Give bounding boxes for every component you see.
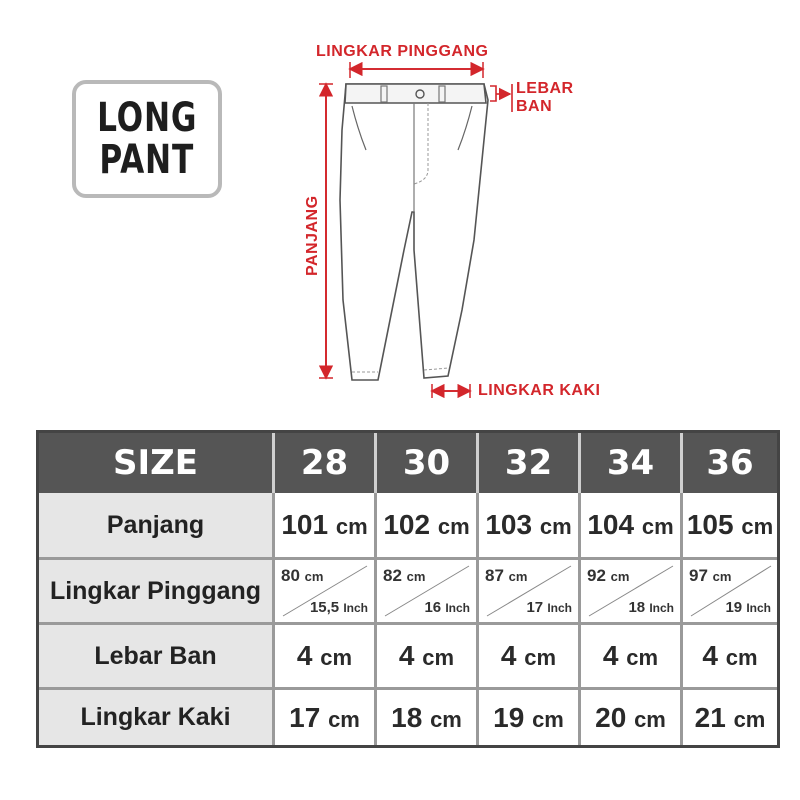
row-label-panjang: Panjang <box>39 493 275 557</box>
table-row-panjang <box>39 493 777 557</box>
size-36-header: 36 <box>683 433 777 493</box>
pinggang-value: 82 cm 16 Inch <box>377 560 479 622</box>
panjang-value: 102 cm <box>383 509 470 540</box>
panjang-value: 104 cm <box>587 509 674 540</box>
lebar-ban-value: 4 cm <box>602 640 659 671</box>
pinggang-value: 87 cm 17 Inch <box>479 560 581 622</box>
row-label-lingkar-kaki: Lingkar Kaki <box>39 690 275 745</box>
band-label-line-1: LEBAR <box>516 80 574 97</box>
lingkar-kaki-value: 17 cm <box>289 701 360 733</box>
pinggang-value: 92 cm 18 Inch <box>581 560 683 622</box>
table-row-lebar-ban <box>39 625 777 687</box>
size-28-header: 28 <box>275 433 377 493</box>
badge-line-2: PANT <box>99 137 195 183</box>
band-label-line-2: BAN <box>516 98 553 115</box>
band-label <box>516 80 574 116</box>
pinggang-value: 97 cm 19 Inch <box>683 560 777 622</box>
size-30-header: 30 <box>377 433 479 493</box>
lingkar-kaki-value: 18 cm <box>391 701 462 733</box>
size-32-header: 32 <box>479 433 581 493</box>
size-header: SIZE <box>39 433 275 493</box>
hem-label: LINGKAR KAKI <box>478 382 601 399</box>
table-row-pinggang <box>39 560 777 622</box>
row-label-pinggang: Lingkar Pinggang <box>39 560 275 622</box>
lebar-ban-value: 4 cm <box>398 640 455 671</box>
lebar-ban-value: 4 cm <box>500 640 557 671</box>
lebar-ban-value: 4 cm <box>296 640 353 671</box>
row-label-lebar-ban: Lebar Ban <box>39 625 275 687</box>
lingkar-kaki-value: 20 cm <box>595 701 666 733</box>
panjang-value: 103 cm <box>485 509 572 540</box>
waist-label: LINGKAR PINGGANG <box>316 43 489 60</box>
size-34-header: 34 <box>581 433 683 493</box>
length-label: PANJANG <box>304 195 321 276</box>
panjang-value: 105 cm <box>686 509 774 540</box>
panjang-value: 101 cm <box>281 509 368 540</box>
lingkar-kaki-value: 21 cm <box>694 701 766 733</box>
lingkar-kaki-value: 19 cm <box>493 701 564 733</box>
table-header-row <box>39 433 777 493</box>
pinggang-value: 80 cm 15,5 Inch <box>275 560 377 622</box>
badge-line-1: LONG <box>96 95 198 141</box>
table-row-lingkar-kaki <box>39 690 777 745</box>
lebar-ban-value: 4 cm <box>702 640 758 671</box>
size-table <box>36 430 780 748</box>
